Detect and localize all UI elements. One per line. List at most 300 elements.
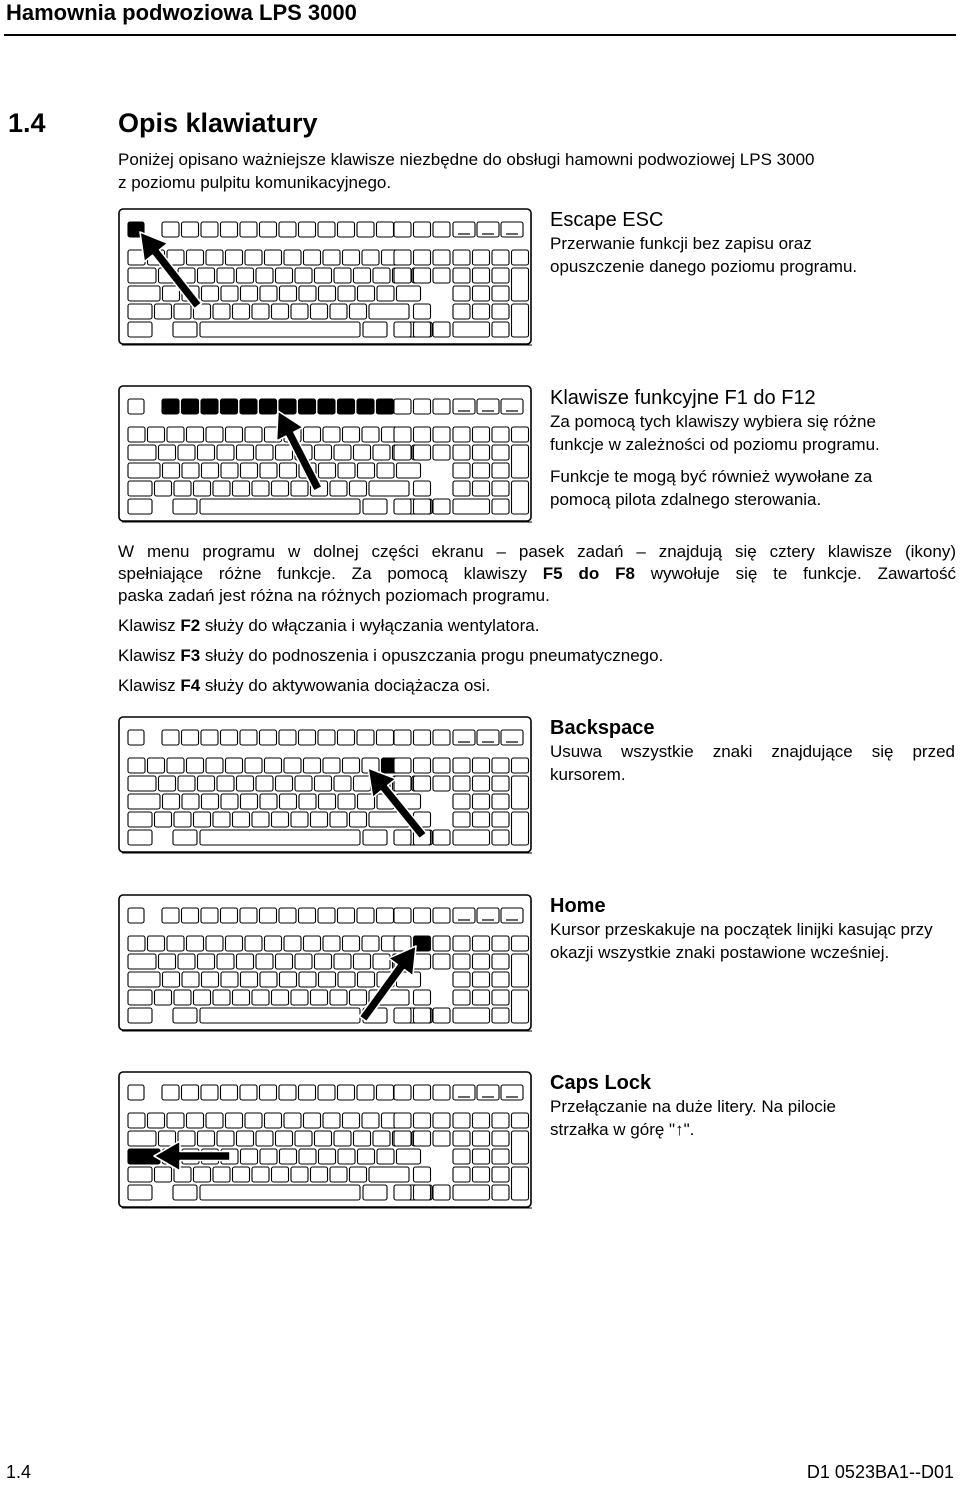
keyboard-key: [338, 908, 355, 923]
keyboard-key: [260, 908, 277, 923]
keyboard-key: [202, 794, 219, 809]
keyboard-key: [155, 481, 172, 496]
keyboard-key: [265, 936, 282, 951]
keyboard-key: [512, 304, 529, 337]
keyboard-key: [200, 1185, 360, 1200]
keyboard-key: [221, 1085, 238, 1100]
keyboard-key: [182, 730, 199, 745]
keyboard-key: [319, 1149, 336, 1164]
keyboard-key: [128, 286, 160, 301]
keyboard-key: [206, 250, 223, 265]
capslock-title: Caps Lock: [550, 1072, 652, 1094]
keyboard-key: [155, 304, 172, 319]
fkeys-description: [550, 386, 955, 511]
keyboard-key: [319, 972, 336, 987]
keyboard-key: [433, 250, 450, 265]
keyboard-key: [377, 730, 394, 745]
keyboard-key: [245, 250, 262, 265]
home-description: [550, 894, 955, 964]
keyboard-key: [492, 990, 509, 1005]
esc-line: Przerwanie funkcji bez zapisu oraz: [550, 234, 812, 253]
keyboard-key: [163, 463, 180, 478]
keyboard-key: [334, 954, 351, 969]
keyboard-key: [295, 268, 312, 283]
keyboard-key: [299, 222, 316, 237]
keyboard-key: [453, 908, 475, 923]
keyboard-key: [182, 222, 199, 237]
keyboard-key: [315, 445, 332, 460]
keyboard-key: [354, 445, 371, 460]
keyboard-key: [473, 1131, 490, 1146]
keyboard-key: [473, 1149, 490, 1164]
keyboard-key: [453, 1008, 490, 1023]
keyboard-key: [414, 990, 431, 1005]
keyboard-key: [280, 972, 297, 987]
keyboard-key: [233, 990, 250, 1005]
section-number: 1.4: [8, 108, 46, 138]
keyboard-key: [414, 1008, 431, 1023]
keyboard-key: [357, 222, 374, 237]
keyboard-key: [414, 222, 431, 237]
keyboard-key: [453, 250, 470, 265]
keyboard-key: [284, 936, 301, 951]
keyboard-key: [414, 481, 431, 496]
keyboard-key: [148, 1113, 165, 1128]
keyboard-key: [453, 830, 490, 845]
keyboard-key: [433, 322, 450, 337]
keyboard-key: [182, 908, 199, 923]
taskbar-line: spełniające różne funkcje. Za pomocą klawiszy F5 do F8 wywołuje się te funkcje. Zawartość: [118, 564, 956, 583]
keyboard-key: [256, 268, 273, 283]
keyboard-key: [338, 286, 355, 301]
keyboard-key: [198, 445, 215, 460]
backspace-description: [550, 716, 955, 786]
keyboard-key: [260, 794, 277, 809]
keyboard-key: [492, 794, 509, 809]
keyboard-key: [473, 304, 490, 319]
keyboard-key: [198, 1131, 215, 1146]
keyboard-key: [256, 954, 273, 969]
keyboard-key: [241, 794, 258, 809]
capslock-line: strzałka w górę "↑".: [550, 1120, 695, 1139]
keyboard-key: [453, 268, 470, 283]
keyboard-key: [501, 730, 523, 745]
keyboard-key: [260, 1085, 277, 1100]
keyboard-key: [358, 972, 375, 987]
keyboard-key: [343, 936, 360, 951]
keyboard-key: [363, 322, 387, 337]
fkeys-line: funkcje w zależności od poziomu programu.: [550, 435, 880, 454]
backspace-text: Usuwa wszystkie znaki znajdujące się przed kursorem.: [550, 742, 955, 784]
capslock-description: [550, 1071, 955, 1141]
keyboard-key: [272, 1167, 289, 1182]
keyboard-key: [414, 954, 431, 969]
keyboard-key: [198, 954, 215, 969]
keyboard-key: [200, 499, 360, 514]
keyboard-key: [473, 758, 490, 773]
keyboard-key: [256, 776, 273, 791]
keyboard-key: [213, 304, 230, 319]
keyboard-key: [343, 758, 360, 773]
keyboard-drawing: [118, 894, 534, 1034]
keyboard-key: [291, 1167, 308, 1182]
keyboard-key: [162, 399, 179, 414]
keyboard-key: [155, 990, 172, 1005]
keyboard-key: [414, 304, 431, 319]
keyboard-key: [357, 1085, 374, 1100]
keyboard-key: [159, 954, 176, 969]
keyboard-key: [357, 908, 374, 923]
fkeys-line: Za pomocą tych klawiszy wybiera się różne: [550, 412, 876, 431]
keyboard-key: [128, 1167, 152, 1182]
keyboard-key: [338, 1085, 355, 1100]
keyboard-key: [237, 445, 254, 460]
keyboard-key: [299, 286, 316, 301]
keyboard-key: [330, 304, 347, 319]
keyboard-key: [334, 1131, 351, 1146]
keyboard-capslock-illustration: [118, 1071, 534, 1211]
keyboard-key: [492, 481, 509, 496]
keyboard-key: [198, 776, 215, 791]
intro-line: z poziomu pulpitu komunikacyjnego.: [118, 173, 392, 192]
keyboard-key: [354, 954, 371, 969]
keyboard-key: [128, 1185, 152, 1200]
keyboard-key: [343, 1113, 360, 1128]
keyboard-key: [237, 268, 254, 283]
keyboard-key: [477, 1085, 499, 1100]
keyboard-key: [338, 463, 355, 478]
keyboard-key: [453, 972, 470, 987]
section-title: Opis klawiatury: [118, 108, 318, 138]
header-rule: [4, 34, 956, 36]
keyboard-key: [221, 463, 238, 478]
keyboard-key: [202, 463, 219, 478]
keyboard-key: [318, 1085, 335, 1100]
keyboard-key: [276, 268, 293, 283]
keyboard-key: [362, 427, 379, 442]
keyboard-key: [369, 304, 409, 319]
keyboard-key: [373, 1131, 390, 1146]
keyboard-key: [453, 758, 470, 773]
keyboard-key: [206, 427, 223, 442]
keyboard-key: [453, 1113, 470, 1128]
keyboard-key: [299, 908, 316, 923]
keyboard-key: [173, 1185, 197, 1200]
keyboard-key: [206, 1113, 223, 1128]
keyboard-key: [128, 499, 152, 514]
keyboard-key: [501, 908, 523, 923]
keyboard-key: [319, 286, 336, 301]
keyboard-key: [245, 758, 262, 773]
keyboard-esc-illustration: [118, 208, 534, 348]
keyboard-key: [453, 794, 470, 809]
keyboard-key: [394, 1185, 411, 1200]
keyboard-key: [414, 758, 431, 773]
keyboard-key: [492, 1131, 509, 1146]
keyboard-key: [128, 1085, 144, 1100]
keyboard-key: [394, 427, 411, 442]
keyboard-key: [202, 972, 219, 987]
footer-page-number: 1.4: [6, 1462, 32, 1482]
keyboard-key: [323, 250, 340, 265]
keyboard-key: [163, 794, 180, 809]
keyboard-key: [363, 499, 387, 514]
keyboard-key: [148, 936, 165, 951]
keyboard-key: [221, 399, 238, 414]
keyboard-key: [477, 908, 499, 923]
keyboard-key: [311, 990, 328, 1005]
keyboard-key: [200, 1008, 360, 1023]
fkeys-line: Funkcje te mogą być również wywołane za: [550, 467, 873, 486]
keyboard-key: [394, 445, 411, 460]
keyboard-key: [433, 936, 450, 951]
keyboard-key: [128, 776, 156, 791]
keyboard-key: [226, 1113, 243, 1128]
keyboard-key: [198, 268, 215, 283]
keyboard-key: [323, 936, 340, 951]
keyboard-key: [473, 268, 490, 283]
keyboard-key: [318, 730, 335, 745]
keyboard-key: [492, 954, 509, 969]
keyboard-key: [200, 830, 360, 845]
keyboard-key: [178, 954, 195, 969]
keyboard-key: [473, 812, 490, 827]
keyboard-key: [241, 1149, 258, 1164]
keyboard-key: [174, 812, 191, 827]
keyboard-key: [377, 1149, 394, 1164]
keyboard-key: [433, 427, 450, 442]
keyboard-key: [377, 286, 394, 301]
keyboard-key: [433, 1185, 450, 1200]
keyboard-key: [128, 990, 152, 1005]
keyboard-key: [414, 1131, 431, 1146]
keyboard-key: [233, 812, 250, 827]
keyboard-key: [304, 936, 321, 951]
keyboard-key: [453, 1185, 490, 1200]
keyboard-key: [128, 830, 152, 845]
keyboard-key: [217, 445, 234, 460]
keyboard-key: [357, 730, 374, 745]
keyboard-key: [128, 463, 160, 478]
keyboard-key: [221, 730, 238, 745]
keyboard-key: [394, 1008, 411, 1023]
keyboard-key: [453, 222, 475, 237]
keyboard-key: [311, 304, 328, 319]
keyboard-key: [473, 776, 490, 791]
keyboard-key: [433, 268, 450, 283]
keyboard-key: [159, 445, 176, 460]
keyboard-key: [501, 399, 523, 414]
keyboard-key: [272, 812, 289, 827]
keyboard-key: [492, 445, 509, 460]
keyboard-key: [453, 304, 470, 319]
keyboard-key: [173, 830, 197, 845]
keyboard-key: [414, 776, 431, 791]
keyboard-key: [394, 1113, 411, 1128]
keyboard-key: [256, 445, 273, 460]
keyboard-key: [221, 222, 238, 237]
intro-paragraph: [118, 148, 958, 194]
keyboard-key: [453, 990, 470, 1005]
keyboard-key: [272, 481, 289, 496]
keyboard-key: [221, 794, 238, 809]
keyboard-key: [201, 1085, 218, 1100]
keyboard-key: [414, 427, 431, 442]
keyboard-key: [272, 990, 289, 1005]
keyboard-key: [453, 1149, 470, 1164]
keyboard-key: [414, 908, 431, 923]
keyboard-key: [260, 286, 277, 301]
keyboard-key: [433, 730, 450, 745]
keyboard-key: [492, 830, 509, 845]
keyboard-key: [492, 1113, 509, 1128]
keyboard-key: [512, 936, 529, 951]
keyboard-key: [473, 990, 490, 1005]
keyboard-key: [492, 972, 509, 987]
keyboard-key: [414, 1167, 431, 1182]
keyboard-key: [237, 954, 254, 969]
keyboard-key: [280, 463, 297, 478]
keyboard-key: [512, 812, 529, 845]
document-header: Hamownia podwoziowa LPS 3000: [6, 0, 357, 25]
keyboard-key: [492, 1149, 509, 1164]
keyboard-key: [433, 758, 450, 773]
keyboard-key: [473, 445, 490, 460]
keyboard-key: [128, 936, 145, 951]
keyboard-key: [128, 730, 144, 745]
keyboard-key: [173, 1008, 197, 1023]
keyboard-key: [433, 222, 450, 237]
keyboard-key: [433, 830, 450, 845]
keyboard-key: [295, 776, 312, 791]
keyboard-key: [433, 499, 450, 514]
keyboard-key: [206, 936, 223, 951]
keyboard-key: [276, 445, 293, 460]
keyboard-key: [315, 268, 332, 283]
keyboard-key: [194, 812, 211, 827]
keyboard-key: [304, 758, 321, 773]
keyboard-key: [338, 222, 355, 237]
keyboard-key: [128, 758, 145, 773]
keyboard-key: [492, 1167, 509, 1182]
keyboard-key: [245, 936, 262, 951]
keyboard-key: [473, 972, 490, 987]
intro-line: Poniżej opisano ważniejsze klawisze niezbędne do obsługi hamowni podwoziowej LPS 3000: [118, 150, 815, 169]
f3-line: Klawisz F3 służy do podnoszenia i opuszczania progu pneumatycznego.: [118, 646, 664, 665]
keyboard-key: [233, 304, 250, 319]
keyboard-key: [358, 1149, 375, 1164]
keyboard-key: [315, 954, 332, 969]
keyboard-key: [512, 758, 529, 773]
keyboard-key: [453, 1085, 475, 1100]
keyboard-key: [265, 1113, 282, 1128]
keyboard-key: [167, 1113, 184, 1128]
keyboard-key: [167, 936, 184, 951]
keyboard-key: [128, 908, 144, 923]
keyboard-key: [394, 499, 411, 514]
keyboard-key: [334, 445, 351, 460]
keyboard-key: [155, 1167, 172, 1182]
keyboard-key: [377, 399, 394, 414]
keyboard-key: [194, 990, 211, 1005]
keyboard-key: [492, 812, 509, 827]
keyboard-key: [182, 972, 199, 987]
keyboard-key: [178, 776, 195, 791]
keyboard-key: [492, 427, 509, 442]
keyboard-key: [167, 427, 184, 442]
keyboard-key: [377, 463, 394, 478]
keyboard-key: [284, 758, 301, 773]
keyboard-key: [233, 481, 250, 496]
keyboard-key: [350, 304, 367, 319]
keyboard-key: [473, 1167, 490, 1182]
keyboard-key: [241, 972, 258, 987]
keyboard-key: [477, 222, 499, 237]
f4-line: Klawisz F4 służy do aktywowania dociążacza osi.: [118, 676, 491, 695]
keyboard-key: [477, 399, 499, 414]
keyboard-drawing: [118, 1071, 534, 1211]
keyboard-key: [512, 268, 529, 301]
keyboard-key: [315, 776, 332, 791]
keyboard-key: [299, 794, 316, 809]
keyboard-key: [354, 776, 371, 791]
keyboard-key: [358, 286, 375, 301]
keyboard-key: [201, 730, 218, 745]
keyboard-key: [162, 908, 179, 923]
keyboard-key: [512, 1131, 529, 1164]
taskbar-line: W menu programu w dolnej części ekranu – pasek zadań – znajdują się cztery klawisze (ikony): [118, 542, 956, 561]
keyboard-key: [240, 222, 257, 237]
keyboard-key: [260, 222, 277, 237]
keyboard-key: [414, 1113, 431, 1128]
keyboard-key: [492, 758, 509, 773]
keyboard-key: [182, 794, 199, 809]
keyboard-key: [453, 445, 470, 460]
keyboard-key: [319, 463, 336, 478]
keyboard-key: [279, 908, 296, 923]
keyboard-key: [362, 936, 379, 951]
keyboard-key: [363, 830, 387, 845]
keyboard-key: [492, 268, 509, 283]
keyboard-key: [128, 812, 152, 827]
keyboard-key: [512, 1167, 529, 1200]
keyboard-key: [128, 1008, 152, 1023]
keyboard-key: [174, 481, 191, 496]
keyboard-key: [473, 463, 490, 478]
keyboard-key: [240, 1085, 257, 1100]
keyboard-key: [473, 936, 490, 951]
keyboard-key: [338, 399, 355, 414]
keyboard-key: [315, 1131, 332, 1146]
keyboard-key: [265, 758, 282, 773]
keyboard-key: [291, 304, 308, 319]
keyboard-key: [414, 399, 431, 414]
keyboard-key: [217, 268, 234, 283]
keyboard-key: [492, 322, 509, 337]
keyboard-key: [512, 427, 529, 442]
keyboard-key: [330, 812, 347, 827]
keyboard-key: [311, 1167, 328, 1182]
keyboard-key: [330, 481, 347, 496]
keyboard-key: [334, 776, 351, 791]
keyboard-key: [394, 758, 411, 773]
keyboard-key: [350, 990, 367, 1005]
keyboard-key: [279, 399, 296, 414]
keyboard-key: [252, 812, 269, 827]
keyboard-key: [362, 250, 379, 265]
keyboard-key: [252, 990, 269, 1005]
keyboard-key: [182, 399, 199, 414]
